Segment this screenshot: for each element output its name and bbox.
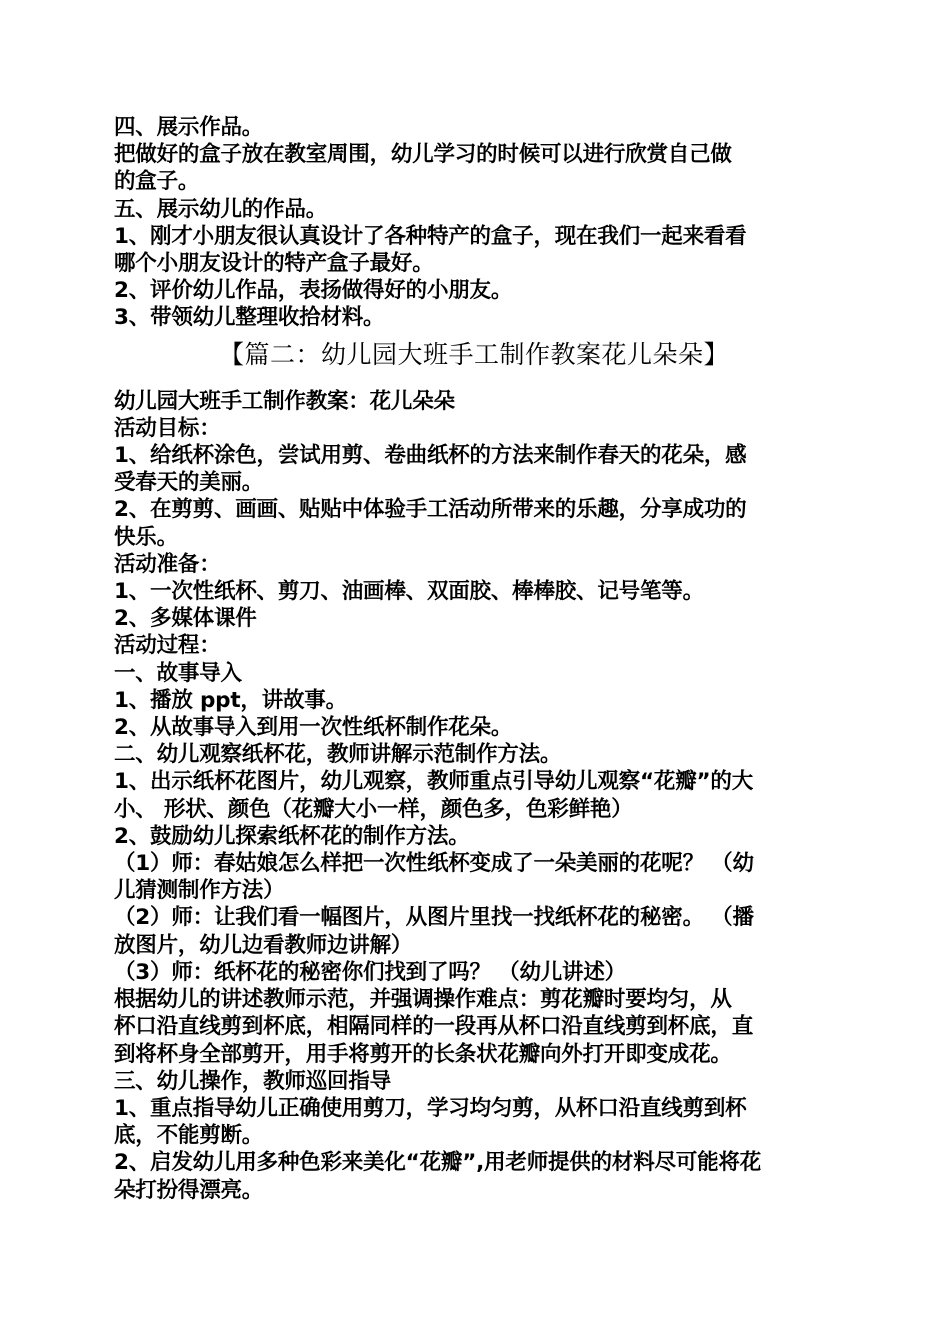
text-line: 1、给纸杯涂色，尝试用剪、卷曲纸杯的方法来制作春天的花朵，感 bbox=[114, 443, 747, 469]
text-line: 1、重点指导幼儿正确使用剪刀，学习均匀剪，从杯口沿直线剪到杯 bbox=[114, 1095, 747, 1121]
paragraph-block-before bbox=[114, 114, 834, 332]
text-line: 2、鼓励幼儿探索纸杯花的制作方法。 bbox=[114, 823, 470, 849]
text-line: 三、幼儿操作，教师巡回指导 bbox=[114, 1068, 391, 1094]
text-line: 朵打扮得漂亮。 bbox=[114, 1177, 264, 1203]
text-line: 3、带领幼儿整理收拾材料。 bbox=[114, 305, 385, 331]
text-line: 1、出示纸杯花图片，幼儿观察，教师重点引导幼儿观察“花瓣”的大 bbox=[114, 769, 754, 795]
text-line: 快乐。 bbox=[114, 524, 178, 550]
text-line: 放图片，幼儿边看教师边讲解） bbox=[114, 932, 413, 958]
text-line: 1、播放 ppt，讲故事。 bbox=[114, 687, 347, 713]
text-line: 杯口沿直线剪到杯底，相隔同样的一段再从杯口沿直线剪到杯底，直 bbox=[114, 1014, 754, 1040]
text-line: 2、评价幼儿作品，表扬做得好的小朋友。 bbox=[114, 278, 513, 304]
section-title: 【篇二：幼儿园大班手工制作教案花儿朵朵】 bbox=[218, 339, 729, 369]
text-line: 小、 形状、颜色（花瓣大小一样，颜色多，色彩鲜艳） bbox=[114, 796, 633, 822]
text-line: 2、启发幼儿用多种色彩来美化“花瓣”,用老师提供的材料尽可能将花 bbox=[114, 1150, 761, 1176]
text-line: （1）师：春姑娘怎么样把一次性纸杯变成了一朵美丽的花呢？ （幼 bbox=[114, 851, 754, 877]
text-line: 哪个小朋友设计的特产盒子最好。 bbox=[114, 251, 434, 277]
text-line: 四、展示作品。 bbox=[114, 115, 264, 140]
text-line: 活动目标： bbox=[114, 415, 221, 441]
text-line: 底，不能剪断。 bbox=[114, 1123, 264, 1149]
text-line: 根据幼儿的讲述教师示范，并强调操作难点：剪花瓣时要均匀，从 bbox=[114, 987, 732, 1013]
text-line: 一、故事导入 bbox=[114, 660, 242, 686]
text-line: 儿猜测制作方法） bbox=[114, 878, 285, 904]
text-line: 到将杯身全部剪开，用手将剪开的长条状花瓣向外打开即变成花。 bbox=[114, 1041, 732, 1067]
text-line: 受春天的美丽。 bbox=[114, 470, 264, 496]
text-line: 活动准备： bbox=[114, 551, 221, 577]
text-line: （2）师：让我们看一幅图片，从图片里找一找纸杯花的秘密。 （播 bbox=[114, 905, 754, 931]
text-line: 五、展示幼儿的作品。 bbox=[114, 196, 328, 222]
text-line: 的盒子。 bbox=[114, 169, 200, 195]
paragraph-block-after bbox=[114, 388, 834, 1204]
text-line: 幼儿园大班手工制作教案：花儿朵朵 bbox=[114, 388, 455, 414]
document-body bbox=[114, 114, 834, 1204]
text-line: 1、刚才小朋友很认真设计了各种特产的盒子，现在我们一起来看看 bbox=[114, 223, 747, 249]
text-line: 二、幼儿观察纸杯花，教师讲解示范制作方法。 bbox=[114, 742, 562, 768]
text-line: 2、多媒体课件 bbox=[114, 606, 257, 632]
text-line: 2、从故事导入到用一次性纸杯制作花朵。 bbox=[114, 715, 513, 741]
text-line: 2、在剪剪、画画、贴贴中体验手工活动所带来的乐趣，分享成功的 bbox=[114, 497, 747, 523]
text-line: 活动过程： bbox=[114, 633, 221, 659]
text-line: 1、一次性纸杯、剪刀、油画棒、双面胶、棒棒胶、记号笔等。 bbox=[114, 579, 704, 605]
text-line: （3）师：纸杯花的秘密你们找到了吗？ （幼儿讲述） bbox=[114, 959, 626, 985]
text-line: 把做好的盒子放在教室周围，幼儿学习的时候可以进行欣赏自己做 bbox=[114, 142, 732, 168]
